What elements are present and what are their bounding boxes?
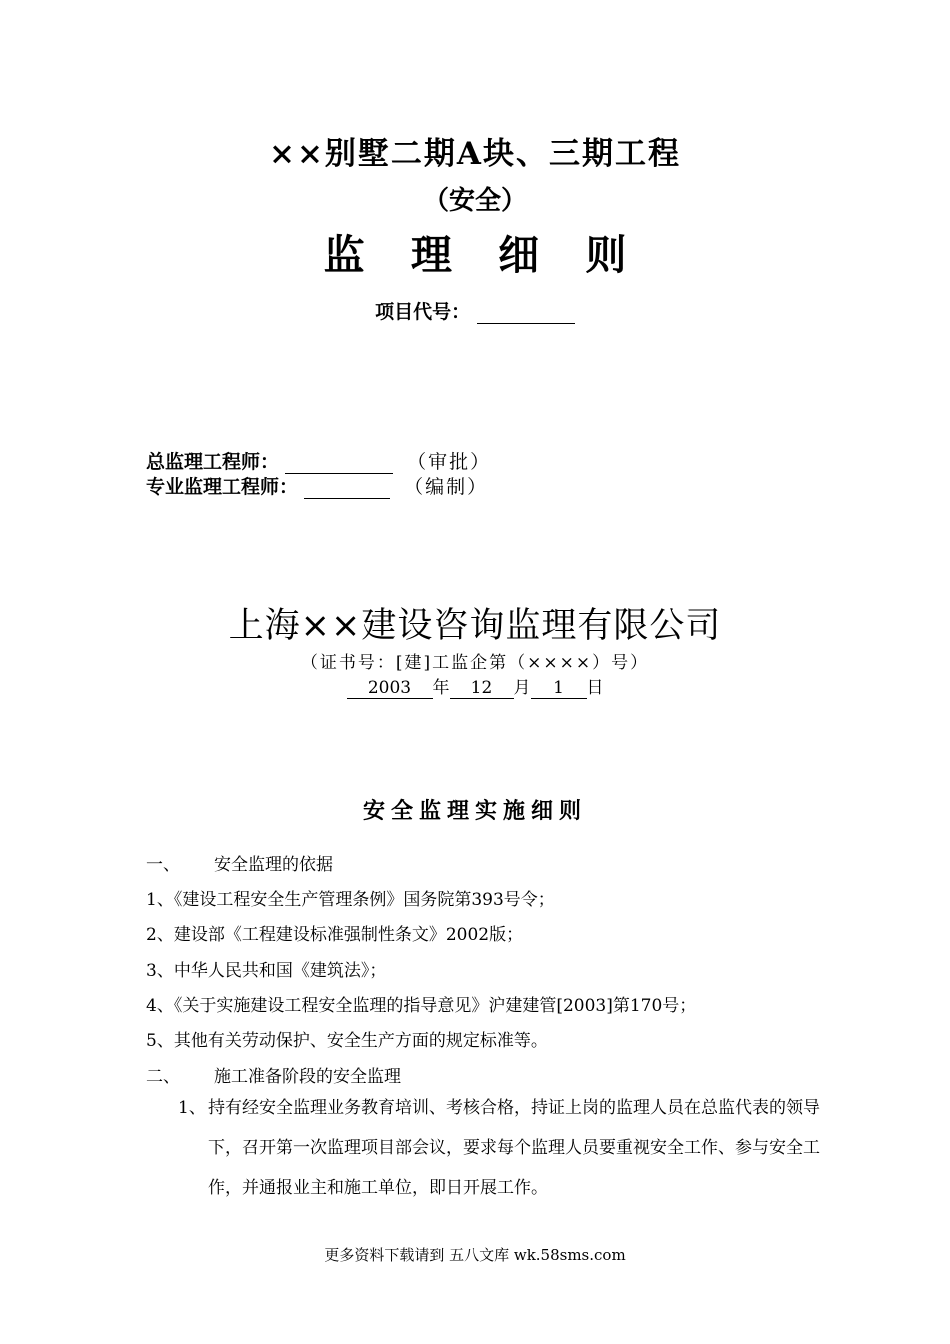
part2-item-text: 持有经安全监理业务教育培训、考核合格，持证上岗的监理人员在总监代表的领导下，召开第一次监理项目部会议，要求每个监理人员要重视安全工作、参与安全工作，并通报业主和施工单位，即日开展工作。 (208, 1098, 820, 1198)
date-day: 1 (531, 678, 587, 699)
list-item: 1、《建设工程安全生产管理条例》国务院第393号令； (146, 890, 555, 910)
list-item: 2、建设部《工程建设标准强制性条文》2002版； (146, 925, 524, 945)
specialist-engineer-label: 专业监理工程师： (146, 476, 299, 498)
date-month: 12 (450, 678, 514, 699)
part2-number: 二、 (146, 1067, 180, 1087)
list-item: 3、中华人民共和国《建筑法》； (146, 961, 387, 981)
date-year: 2003 (347, 678, 433, 699)
title-line-1: ××别墅二期A块、三期工程 (268, 136, 681, 172)
date-day-unit: 日 (586, 678, 604, 698)
list-item: 5、其他有关劳动保护、安全生产方面的规定标准等。 (146, 1031, 548, 1051)
date-month-unit: 月 (513, 678, 531, 698)
part1-heading (146, 850, 333, 875)
part2-title: 施工准备阶段的安全监理 (214, 1067, 401, 1087)
part2-paragraph (178, 1088, 838, 1208)
chief-engineer-blank (285, 453, 393, 474)
chief-engineer-line (146, 447, 491, 474)
project-code (0, 297, 950, 324)
section-heading: 安全监理实施细则 (362, 799, 587, 824)
chief-engineer-note: （审批） (407, 451, 492, 473)
chief-engineer-label: 总监理工程师： (146, 451, 280, 473)
date-year-unit: 年 (432, 678, 450, 698)
specialist-engineer-line (146, 472, 488, 499)
specialist-engineer-note: （编制） (404, 476, 489, 498)
footer-text: 更多资料下载请到 五八文库 wk.58sms.com (324, 1246, 626, 1264)
part2-item-number: 1、 (178, 1098, 206, 1118)
project-code-blank (477, 303, 575, 324)
list-item: 4、《关于实施建设工程安全监理的指导意见》沪建建管[2003]第170号； (146, 996, 697, 1016)
title-line-2: （安全） (422, 186, 527, 216)
company-name: 上海××建设咨询监理有限公司 (228, 606, 722, 646)
certificate-number: （证书号：[建]工监企第（××××）号） (300, 653, 650, 673)
project-code-label: 项目代号： (375, 301, 471, 323)
specialist-engineer-blank (304, 478, 390, 499)
part1-title: 安全监理的依据 (214, 855, 333, 875)
part2-heading (146, 1062, 401, 1087)
title-line-3: 监 理 细 则 (323, 231, 643, 279)
part1-number: 一、 (146, 855, 180, 875)
issue-date (0, 673, 950, 699)
